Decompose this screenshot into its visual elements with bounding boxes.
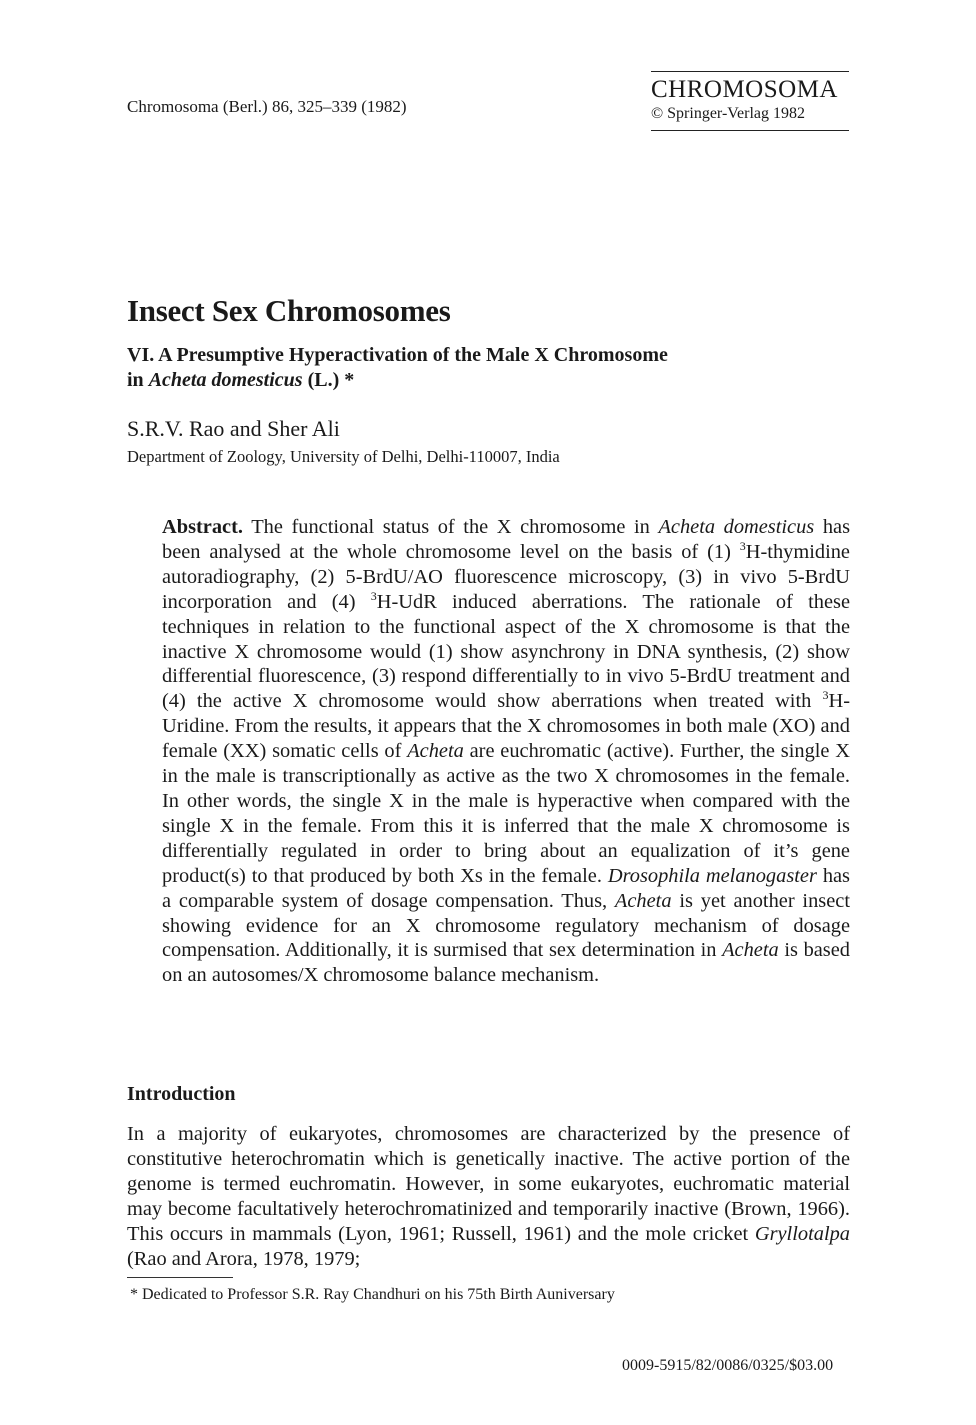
superscript: 3: [739, 539, 746, 554]
affiliation: Department of Zoology, University of Delhi, Delhi-110007, India: [127, 447, 560, 466]
abstract-text: has a comparable system of dosage compensation. Thus,: [162, 864, 850, 912]
authors: S.R.V. Rao and Sher Ali: [127, 416, 340, 441]
superscript: 3: [822, 688, 829, 703]
abstract-text: H-Uridine. From the results, it appears that the X chromosomes in both male (XO) and female (XX) somatic cells of: [162, 690, 850, 763]
abstract-species: Drosophila melanogaster: [607, 864, 817, 887]
abstract-text: H-thymidine autoradiography, (2) 5-BrdU/AO fluorescence microscopy, (3) in vivo 5-BrdU incorporation and (4): [162, 540, 850, 613]
footnote: * Dedicated to Professor S.R. Ray Chandhuri on his 75th Birth Auniversary: [130, 1286, 615, 1303]
abstract-text: H-UdR induced aberrations. The rationale of these techniques in relation to the functional aspect of the X chromosome is that the inactive X chromosome would (1) show asynchrony in DNA synthesis, (2) show differential fluorescence, (3) respond differentially to in vivo 5-BrdU treatment and (4) the active X chromosome would show aberrations when treated with: [162, 590, 850, 713]
article-title: Insect Sex Chromosomes: [127, 293, 451, 328]
introduction-text: [127, 1122, 850, 1271]
journal-masthead: [651, 71, 849, 131]
subtitle-prefix: in: [127, 369, 149, 391]
abstract-genus: Acheta: [407, 740, 464, 763]
abstract-text: is yet another insect showing evidence for an X chromosome regulatory mechanism of dosage compensation. Additionally, it is surmised that sex determination in: [162, 889, 850, 962]
article-code: 0009-5915/82/0086/0325/$03.00: [622, 1357, 834, 1374]
subtitle-suffix: (L.) *: [302, 369, 355, 391]
intro-paragraph: In a majority of eukaryotes, chromosomes are characterized by the presence of constitutive heterochromatin which is genetically inactive. The active portion of the genome is termed euchromatin. However, in some eukaryotes, euchromatic material may become facultatively heterochromatinized and temporarily inactive (Brown, 1966). This occurs in mammals (Lyon, 1961; Russell, 1961) and the mole cricket: [127, 1123, 850, 1245]
intro-genus: Gryllotalpa: [754, 1222, 850, 1245]
abstract-label: Abstract.: [162, 516, 243, 538]
introduction-heading: Introduction: [127, 1083, 236, 1105]
journal-name: CHROMOSOMA: [651, 76, 838, 103]
journal-copyright: © Springer-Verlag 1982: [651, 105, 806, 122]
superscript: 3: [370, 588, 377, 603]
abstract-text: has been analysed at the whole chromosome level on the basis of (1): [162, 516, 851, 563]
abstract-text: are euchromatic (active). Further, the single X in the male is transcriptionally as active as the two X chromosomes in the female. In other words, the single X in the male is hyperactive when compared with the single X in the female. From this it is inferred that the male X chromosome is differentially regulated in order to bring about an equalization of it’s gene product(s) to that produced by both Xs in the female.: [162, 740, 850, 887]
abstract-genus: Acheta: [722, 939, 779, 962]
intro-paragraph: (Rao and Arora, 1978, 1979;: [127, 1247, 361, 1270]
abstract: [162, 515, 850, 988]
abstract-text: The functional status of the X chromosome in: [242, 516, 659, 538]
abstract-species: Acheta domesticus: [658, 516, 815, 538]
subtitle-line-2: [127, 368, 847, 393]
article-subtitle: [127, 343, 847, 393]
abstract-text: is based on an autosomes/X chromosome balance mechanism.: [162, 939, 850, 987]
journal-citation: Chromosoma (Berl.) 86, 325–339 (1982): [127, 97, 407, 116]
subtitle-species: Acheta domesticus: [148, 369, 303, 391]
abstract-genus: Acheta: [614, 889, 672, 912]
footnote-divider: [127, 1277, 233, 1278]
subtitle-line-1: VI. A Presumptive Hyperactivation of the Male X Chromosome: [127, 344, 668, 366]
